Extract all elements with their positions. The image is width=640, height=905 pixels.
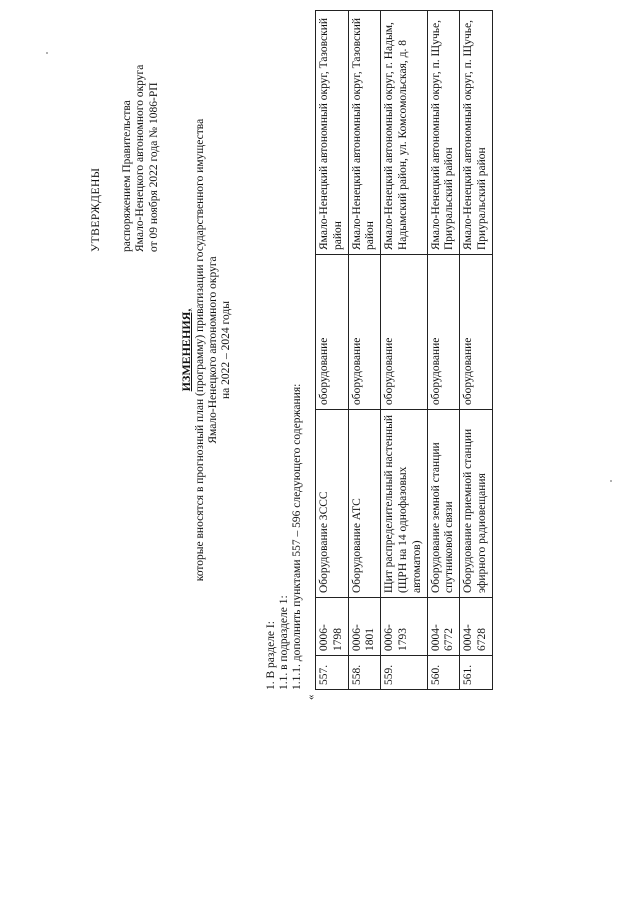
heading-line: которые вносятся в прогнозный план (программу) приватизации государственного имущества	[193, 118, 206, 582]
cell-num: 558.	[348, 656, 381, 690]
cell-num: 559.	[381, 656, 427, 690]
table-row	[460, 11, 493, 690]
table-row	[381, 11, 427, 690]
approval-line: распоряжением Правительства	[121, 100, 134, 252]
heading-line: Ямало-Ненецкого автономного округа	[207, 256, 220, 444]
table-row	[316, 11, 349, 690]
cell-code: 0004-6728	[460, 598, 493, 656]
intro-line: 1. В разделе I:	[265, 621, 277, 690]
approval-line: Ямало-Ненецкого автономного округа	[134, 64, 147, 252]
heading-line: на 2022 – 2024 годы	[220, 301, 233, 399]
intro-block	[265, 90, 305, 690]
approval-title: УТВЕРЖДЕНЫ	[90, 167, 102, 252]
cell-location: Ямало-Ненецкий автономный округ, Тазовский район	[348, 11, 381, 255]
intro-line: 1.1.1. дополнить пунктами 557 – 596 следующего содержания:	[291, 383, 304, 690]
cell-type: оборудование	[460, 255, 493, 410]
approval-line: от 09 ноября 2022 года № 1086-РП	[147, 82, 160, 252]
scan-speck	[610, 480, 612, 482]
intro-line: 1.1. в подразделе 1:	[278, 595, 291, 690]
cell-code: 0006-1801	[348, 598, 381, 656]
cell-code: 0006-1798	[316, 598, 349, 656]
cell-type: оборудование	[427, 255, 460, 410]
cell-type: оборудование	[348, 255, 381, 410]
cell-location: Ямало-Ненецкий автономный округ, Тазовский район	[316, 11, 349, 255]
approval-block	[90, 12, 161, 252]
cell-name: Оборудование приемной станции эфирного радиовещания	[460, 410, 493, 598]
cell-name: Оборудование земной станции спутниковой связи	[427, 410, 460, 598]
heading-title: ИЗМЕНЕНИЯ,	[179, 308, 193, 392]
table-row	[348, 11, 381, 690]
document-heading	[180, 70, 233, 630]
cell-code: 0004-6772	[427, 598, 460, 656]
quote-mark: «	[305, 694, 317, 700]
cell-name: Оборудование АТС	[348, 410, 381, 598]
cell-num: 560.	[427, 656, 460, 690]
cell-num: 561.	[460, 656, 493, 690]
cell-name: Оборудование ЗССС	[316, 410, 349, 598]
privatization-table	[315, 10, 493, 690]
cell-type: оборудование	[381, 255, 427, 410]
cell-num: 557.	[316, 656, 349, 690]
cell-location: Ямало-Ненецкий автономный округ, г. Надым, Надымский район, ул. Комсомольская, д. 8	[381, 11, 427, 255]
cell-location: Ямало-Ненецкий автономный округ, п. Щучье, Приуральский район	[427, 11, 460, 255]
table-row	[427, 11, 460, 690]
cell-code: 0006-1793	[381, 598, 427, 656]
rotated-content	[90, 10, 555, 700]
cell-location: Ямало-Ненецкий автономный округ, п. Щучье, Приуральский район	[460, 11, 493, 255]
cell-name: Щит распределительный настенный (ЩРН на 14 однофазовых автоматов)	[381, 410, 427, 598]
scan-speck	[46, 52, 48, 54]
cell-type: оборудование	[316, 255, 349, 410]
